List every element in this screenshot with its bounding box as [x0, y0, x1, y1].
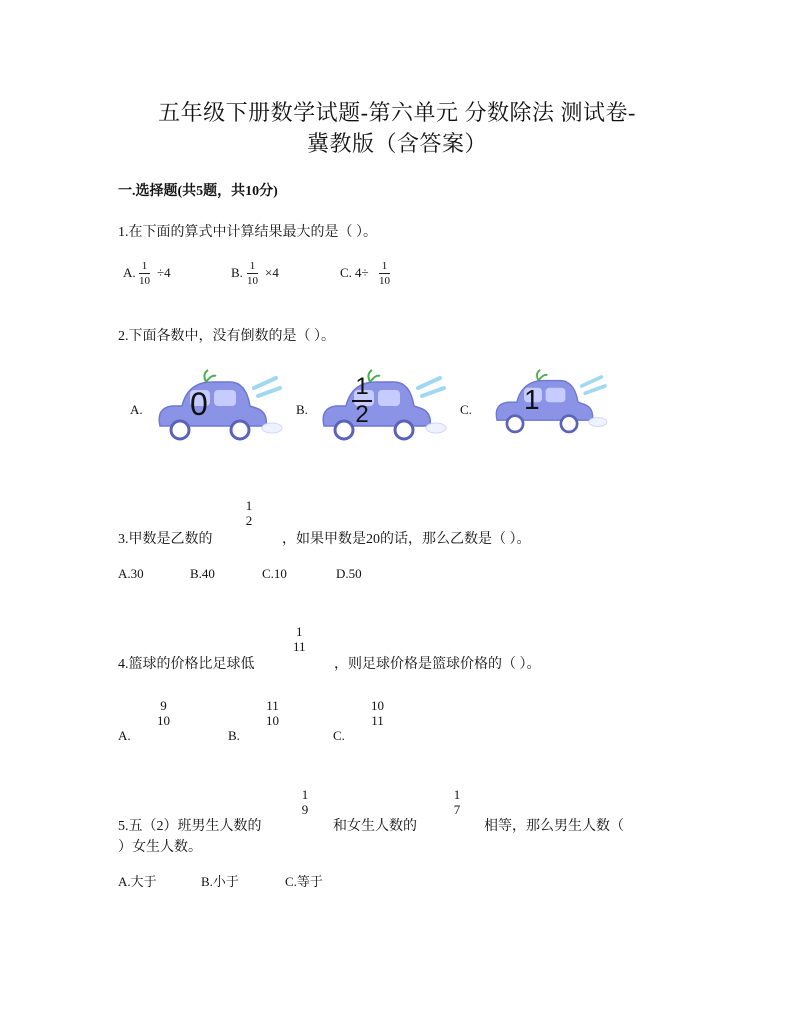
- fraction-numerator: 1: [249, 260, 256, 272]
- fraction-denominator: 9: [301, 802, 309, 817]
- fraction-numerator: 1: [141, 260, 148, 272]
- fraction-denominator: 10: [157, 713, 170, 728]
- q1-b-label: B.: [231, 265, 243, 280]
- question-3-prefix: 3.甲数是乙数的: [118, 532, 213, 547]
- q4-b-label: B.: [228, 728, 240, 743]
- fraction-numerator: 1: [245, 498, 253, 513]
- question-5-line2: ）女生人数。: [118, 840, 202, 855]
- q1-b-rest: ×4: [265, 265, 279, 280]
- q4-a-label: A.: [118, 728, 131, 743]
- q5-option-b: B.小于: [201, 874, 239, 889]
- q1-c-fraction: [379, 260, 390, 287]
- q2-a-label: A.: [130, 402, 143, 417]
- q2-c-value: 1: [524, 384, 540, 415]
- fraction-denominator: 10: [247, 275, 258, 287]
- fraction-denominator: 11: [293, 639, 306, 654]
- q3-fraction: [244, 498, 254, 528]
- section-heading: 一.选择题(共5题，共10分): [118, 184, 278, 199]
- fraction-denominator: 11: [371, 713, 384, 728]
- q2-b-label: B.: [296, 402, 308, 417]
- q4-a-fraction: [157, 698, 170, 728]
- fraction-denominator: 2: [355, 401, 369, 428]
- fraction-numerator: 1: [301, 787, 309, 802]
- fraction-numerator: 1: [381, 260, 388, 272]
- fraction-numerator: 9: [160, 698, 167, 713]
- q5-option-a: A.大于: [118, 874, 157, 889]
- car-icon: [150, 368, 290, 448]
- q4-b-fraction: [266, 698, 279, 728]
- q3-option-c: C.10: [262, 566, 287, 581]
- q4-c-label: C.: [333, 728, 345, 743]
- q1-a-rest: ÷4: [157, 265, 171, 280]
- q2-a-value: 0: [190, 386, 208, 422]
- fraction-numerator: 1: [296, 624, 303, 639]
- question-3-suffix: ，如果甲数是20的话，那么乙数是（ ）。: [282, 532, 531, 547]
- q1-b-fraction: [247, 260, 258, 287]
- question-5-suffix: 相等，那么男生人数（: [484, 819, 624, 834]
- q3-option-b: B.40: [190, 566, 215, 581]
- fraction-denominator: 10: [379, 275, 390, 287]
- fraction-denominator: 10: [266, 713, 279, 728]
- q5-option-c: C.等于: [285, 874, 323, 889]
- q2-b-fraction: [352, 374, 372, 428]
- car-icon: [486, 368, 616, 440]
- q3-option-a: A.30: [118, 566, 144, 581]
- q3-option-d: D.50: [336, 566, 362, 581]
- question-4-prefix: 4.篮球的价格比足球低: [118, 657, 255, 672]
- fraction-numerator: 1: [453, 787, 461, 802]
- car-icon: [314, 368, 454, 448]
- fraction-denominator: 10: [139, 275, 150, 287]
- fraction-denominator: 7: [453, 802, 461, 817]
- doc-title-line1: 五年级下册数学试题-第六单元 分数除法 测试卷-: [158, 100, 636, 125]
- q1-c-pre: 4÷: [355, 265, 369, 280]
- q1-a-label: A.: [123, 265, 136, 280]
- question-4-suffix: ，则足球价格是篮球价格的（ ）。: [334, 657, 541, 672]
- q1-a-fraction: [139, 260, 150, 287]
- question-2-text: 2.下面各数中，没有倒数的是（ ）。: [118, 329, 335, 344]
- q1-c-label: C.: [340, 265, 352, 280]
- q5-fraction-1: [300, 787, 310, 817]
- question-5-middle: 和女生人数的: [333, 819, 417, 834]
- question-1-text: 1.在下面的算式中计算结果最大的是（ ）。: [118, 225, 377, 240]
- fraction-numerator: 11: [266, 698, 279, 713]
- q4-c-fraction: [371, 698, 384, 728]
- q5-fraction-2: [452, 787, 462, 817]
- question-5-prefix: 5.五（2）班男生人数的: [118, 819, 262, 834]
- fraction-denominator: 2: [245, 513, 253, 528]
- fraction-numerator: 10: [371, 698, 384, 713]
- q2-c-label: C.: [460, 402, 472, 417]
- q4-fraction: [293, 624, 306, 654]
- fraction-numerator: 1: [355, 373, 369, 400]
- doc-title-line2: 冀教版（含答案）: [306, 131, 487, 156]
